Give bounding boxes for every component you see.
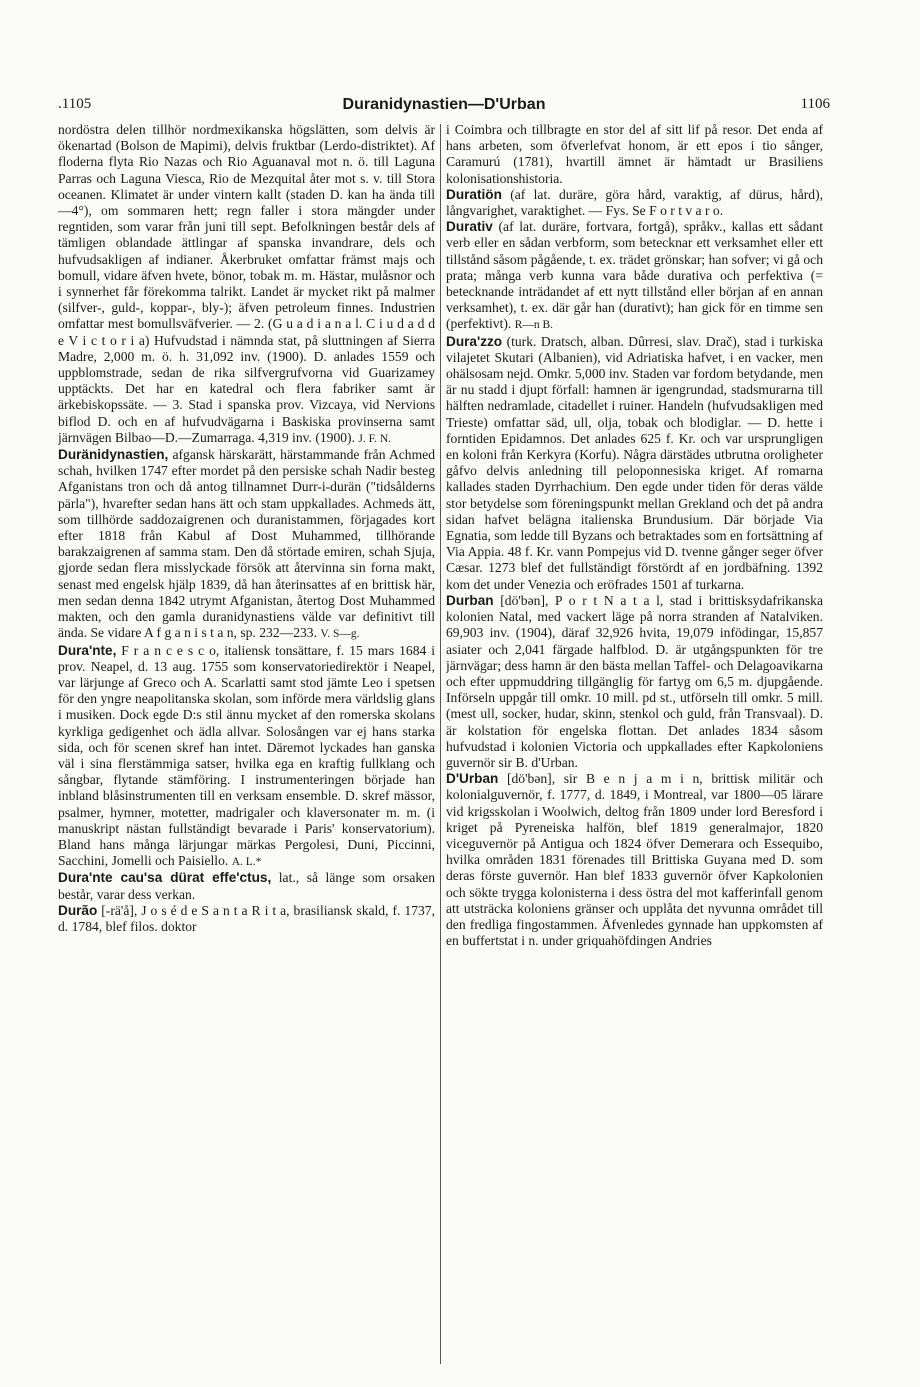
article-paragraph <box>58 643 435 871</box>
article-paragraph <box>446 219 823 333</box>
headword: Durban <box>446 592 494 608</box>
article-text: [-rä'å], J o s é d e S a n t a R i t a, brasiliansk skald, f. 1737, d. 1784, blef filos. doktor <box>58 902 435 934</box>
headword: Dura'zzo <box>446 333 503 349</box>
article-paragraph <box>446 771 823 949</box>
article-paragraph <box>58 870 435 902</box>
headword: D'Urban <box>446 771 499 787</box>
article-text: i Coimbra och tillbragte en stor del af sitt lif på resor. Det enda af hans arbeten, som öfverlefvat honom, är ett epos i tio sånger, Caramurú (1781), hvartill ämnet är hämtadt ur Brasiliens kolonisationshistoria. <box>446 122 823 186</box>
article-text: F r a n c e s c o, italiensk tonsättare, f. 15 mars 1684 i prov. Neapel, d. 13 aug. 1755 som konservatoriedirektör i Neapel, var lärjunge af Greco och A. Scarlatti samt stod jämte Leo i spetsen för den yngre neapolitanska skolan, som införde mera världslig glans i musiken. Dock egde D:s stil ännu mycket af den romerska skolans kyrkliga gedigenhet och ädla allvar. Solosången var ej hans starka sida, och för scenen skref han intet. Däremot lyckades han ganska väl i sina flerstämmiga satser, hvilka ega en kraftig fullklang och sångbar, flytande stämföring. I instrumenteringen började han inbland blåsinstrumenten till en verksam ensemble. D. skref mässor, psalmer, hymner, motetter, madrigaler och klaversonater m. m. (i manuskript nästan fullständigt bevarade i Paris' konservatorium). Bland hans många lärjungar märkas Pergolesi, Duni, Piccinni, Sacchini, Jomelli och Paisiello. <box>58 642 435 869</box>
page-header <box>58 96 830 120</box>
headword: Duratiön <box>446 186 502 202</box>
article-paragraph <box>446 334 823 593</box>
author-signature: V. S—g. <box>320 628 360 641</box>
author-signature: R—n B. <box>514 319 554 332</box>
column-divider <box>440 124 441 1364</box>
article-text: [dö'bən], sir B e n j a m i n, brittisk militär och kolonialguvernör, f. 1777, d. 1849, i Montreal, var 1800—05 lärare vid krigsskolan i Woolwich, deltog från 1809 under lord Beresford i kriget på Pyreneiska halfön, blef 1819 generalmajor, 1820 viceguvernör på Antigua och 1824 öfver Demerara och Essequibo, hvilka områden 1831 förenades till Brittiska Guyana med D. som deras förste guvernör. Han blef 1833 guvernör öfver Kapkolonien och sökte trygga kolonisterna i dess östra del mot kafferinfall genom att utsträcka koloniens gränser och upplåta det nyvunna området till den fredliga fingostammen. Äfvenledes gynnade han uppkomsten af en buffertstat i n. under griquahöfdingen Andries <box>446 771 823 949</box>
article-text: (af lat. duräre, göra hård, varaktig, af dürus, hård), långvarighet, varaktighet. — Fys. Se F o r t v a r o. <box>446 186 823 219</box>
page-number-right: 1106 <box>800 96 830 112</box>
left-column <box>58 122 435 1362</box>
article-text: (af lat. duräre, fortvara, fortgå), språkv., kallas ett sådant verb eller en sådan verbform, som betecknar ett verksamhet eller ett tillstånd såsom pågående, t. ex. trädet grönskar; han sofver; vi gå och prata; många verb kunna vara både durativa och perfektiva (= betecknande inträdandet af ett nytt tillstånd eller början af en annan verksamhet), t. ex. där går han (durativt); han gick för en timme sen (perfektivt). <box>446 219 823 332</box>
headword: Durão <box>58 902 98 918</box>
article-paragraph <box>446 187 823 219</box>
article-text: nordöstra delen tillhör nordmexikanska högslätten, som delvis är ökenartad (Bolson de Mapimi), delvis fruktbar (Lerdo-distriktet). Af floderna flyta Rio Nazas och Rio Aguanaval mot n. ö. till Laguna Parras och Laguna Viesca, Rio de Mezquital åter mot s. v. till Stora oceanen. Klimatet är under vintern kallt (staden D. kan ha ända till —4°), om sommaren hett; regn faller i stora mängder under regntiden, som varar från juni till sept. Befolkningen består dels af tämligen oblandade ättlingar af spanska invandrare, dels och hufvudsakligen af indianer. Åkerbruket omfattar främst majs och bomull, vidare äfven hvete, bönor, tobak m. m. Hästar, mulåsnor och i synnerhet får förekomma talrikt. Landet är mycket rikt på malmer (silfver-, guld-, koppar-, bly-); äfven petroleum finnes. Industrien omfattar mest bomullsväfverier. — 2. (G u a d i a n a l. C i u d a d d e V i c t o r i a) Hufvudstad i nämnda stat, på sluttningen af Sierra Madre, 2,000 m. ö. h. 31,092 inv. (1900). D. anlades 1559 och uppblomstrade, sedan de rika silfvergrufvorna vid Guarizamey upptäckts. Det har en katedral och flera fabriker samt är ärkebiskopssäte. — 3. Stad i spanska prov. Vizcaya, vid Nervions biflod D. och en af hufvudvägarna i Baskiska provinserna samt järnvägen Bilbao—D.—Zumarraga. 4,319 inv. (1900). <box>58 122 435 445</box>
article-paragraph <box>58 122 435 447</box>
article-text: afgansk härskarätt, härstammande från Achmed schah, hvilken 1747 efter mordet på den persiske schah Nadir besteg Afganistans tron och då antog tillnamnet Durr-i-durän ("tidsålderns pärla"), hvarefter sedan hans ätt och stam uppkallades. Achmeds ätt, som tillhörde saddozaigrenen och duranistammen, förjagades kort efter 1818 från Kabul af Dost Muhammed, tillhörande barakzaigrenen af samma stam. Den då störtade emiren, schah Sjuja, gjorde sedan flera misslyckade försök att återvinna sin forna makt, senast med engelsk hjälp 1839, då han återinsattes af en brittisk här, men sedan denna 1842 utrymt Afganistan, återtog Dost Muhammed makten, och den gamla duranidynastiens välde var definitivt till ända. Se vidare A f g a n i s t a n, sp. 232—233. <box>58 447 435 641</box>
right-column <box>446 122 823 1362</box>
page-number-left: .1105 <box>58 96 92 112</box>
article-text: (turk. Dratsch, alban. Dûrresi, slav. Drač), stad i turkiska vilajetet Skutari (Albanien), vid Adriatiska hafvet, i en vacker, men ohälsosam nejd. Omkr. 5,000 inv. Staden var fordom betydande, men är nu stadd i djupt förfall: hamnen är igengrundad, stadsmurarna till hälften nedramlade, citadellet i ruiner. Handeln (hufvudsakligen med Trieste) omfattar säd, ull, olja, tobak och blodiglar. — D. hette i forntiden Epidamnos. Det anlades 625 f. Kr. och var ursprungligen en koloni från Kerkyra (Korfu). Några därstädes utbrutna oroligheter gåfvo delvis anledning till peloponnesiska kriget. Af romarna kallades staden Dyrrhachium. Den egde under tiden för deras välde stor betydelse som föreningspunkt mellan Grekland och det på andra sidan hafvet belägna italienska Brundusium. Där började Via Egnatia, som ledde till Byzans och betraktades som en fortsättning af Via Appia. 48 f. Kr. vann Pompejus vid D. tvenne gånger seger öfver Cæsar. 1273 blef det fullständigt förstördt af en jordbäfning. 1392 kom det under Venezia och eröfrades 1501 af turkarna. <box>446 333 823 592</box>
article-text: lat., så länge som orsaken består, varar dess verkan. <box>58 870 435 902</box>
headword: Duränidynastien, <box>58 447 169 463</box>
headword: Durativ <box>446 219 493 235</box>
article-paragraph <box>58 447 435 642</box>
article-paragraph <box>58 903 435 935</box>
headword: Dura'nte cau'sa dürat effe'ctus, <box>58 870 272 886</box>
headword: Dura'nte, <box>58 642 117 658</box>
article-paragraph <box>446 122 823 187</box>
article-text: [dö'bən], P o r t N a t a l, stad i brittisksydafrikanska kolonien Natal, med vackert läge på norra stranden af Natalviken. 69,903 inv. (1904), däraf 32,926 hvita, 19,079 infödingar, 15,857 asiater och 2,041 färgade halfblod. D. är utgångspunkten för tre järnvägar; dess hamn är den bästa mellan Taffel- och Delagoavikarna och efter uppmuddring tillgänglig för fartyg om 6,5 m. djupgående. Införseln uppgår till omkr. 10 mill. pd st., utförseln till omkr. 5 mill. (mest ull, socker, hudar, skinn, stenkol och guld, från Transvaal). D. är kolstation för engelska flottan. Det anlades 1834 såsom hufvudstad i kolonien Victoria och uppkallades efter Kapkoloniens guvernör sir B. d'Urban. <box>446 592 823 770</box>
author-signature: A. L.* <box>231 856 262 869</box>
running-head: Duranidynastien—D'Urban <box>342 96 546 113</box>
article-paragraph <box>446 593 823 771</box>
author-signature: J. F. N. <box>358 432 392 445</box>
